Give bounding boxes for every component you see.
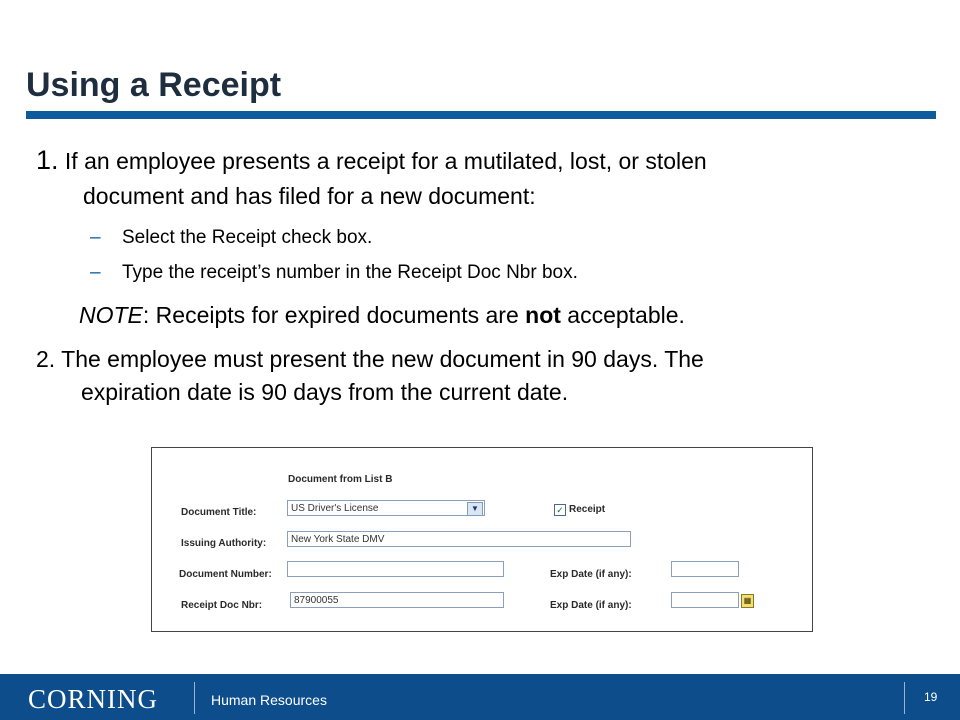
exp-date-label-1: Exp Date (if any): xyxy=(550,569,632,580)
bullet-dash: – xyxy=(90,262,101,283)
exp-date-input-1[interactable] xyxy=(671,561,739,577)
chevron-down-icon[interactable]: ▼ xyxy=(467,502,483,516)
note-label: NOTE xyxy=(79,302,143,328)
exp-date-input-2[interactable] xyxy=(671,592,739,608)
issuing-authority-input[interactable]: New York State DMV xyxy=(287,531,631,547)
step-2-line-2: expiration date is 90 days from the current date. xyxy=(81,379,569,405)
slide-title: Using a Receipt xyxy=(26,66,282,104)
department-name: Human Resources xyxy=(211,692,327,708)
step-1-number: 1. xyxy=(36,145,59,175)
note xyxy=(79,302,685,329)
issuing-authority-label: Issuing Authority: xyxy=(181,538,267,549)
bullet-text: Type the receipt’s number in the Receipt Doc Nbr box. xyxy=(122,262,578,283)
receipt-checkbox[interactable]: ✓ xyxy=(554,504,566,516)
corning-logo: CORNING xyxy=(28,684,159,714)
exp-date-label-2: Exp Date (if any): xyxy=(550,600,632,611)
footer-bar xyxy=(0,674,960,720)
step-2 xyxy=(36,343,926,409)
document-number-label: Document Number: xyxy=(179,569,272,580)
page-number: 19 xyxy=(924,690,938,704)
step-1 xyxy=(36,143,926,214)
form-screenshot xyxy=(151,447,813,632)
step-1-line-1: If an employee presents a receipt for a mutilated, lost, or stolen xyxy=(64,148,707,174)
document-title-label: Document Title: xyxy=(181,507,257,518)
note-emphasis: not xyxy=(525,302,561,328)
footer-divider xyxy=(194,682,195,714)
document-number-input[interactable] xyxy=(287,561,504,577)
receipt-doc-nbr-label: Receipt Doc Nbr: xyxy=(181,600,263,611)
footer-divider xyxy=(904,682,905,714)
document-title-select[interactable] xyxy=(287,500,485,516)
bullet-select-receipt xyxy=(90,227,372,249)
receipt-label: Receipt xyxy=(569,504,606,515)
receipt-doc-nbr-input[interactable]: 87900055 xyxy=(290,592,504,608)
document-title-value: US Driver's License xyxy=(291,503,379,514)
title-underline xyxy=(26,111,936,119)
form-section-title: Document from List B xyxy=(288,474,393,485)
note-text-after: acceptable. xyxy=(560,302,685,328)
calendar-icon[interactable]: ▦ xyxy=(741,594,754,608)
bullet-dash: – xyxy=(90,227,101,248)
bullet-text: Select the Receipt check box. xyxy=(122,227,373,248)
note-text-before: : Receipts for expired documents are xyxy=(142,302,526,328)
bullet-type-receipt-number xyxy=(90,262,578,284)
step-2-line-1: 2. The employee must present the new document in 90 days. The xyxy=(36,346,704,372)
step-1-line-2: document and has filed for a new document: xyxy=(83,183,536,209)
